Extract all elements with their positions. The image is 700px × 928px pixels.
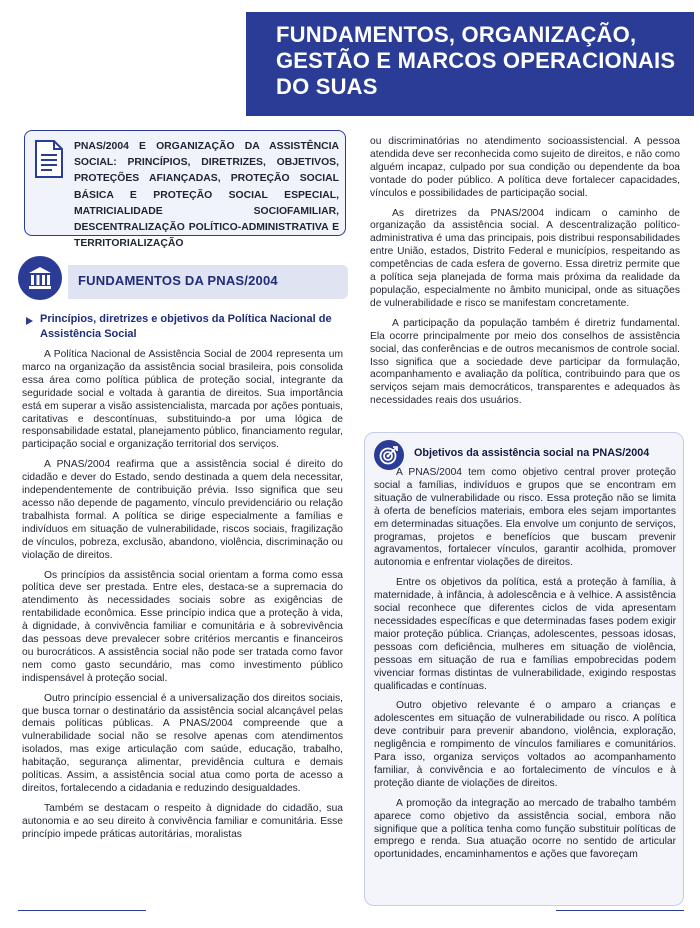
footer-rule-right [556, 910, 684, 911]
paragraph: Outro princípio essencial é a universalização dos direitos sociais, que busca tornar o destinatário da assistência social alcançável pelas demais políticas públicas. A PNAS/2004 compreende que a vulnerabilidade social não se resolve apenas com atendimentos isolados, mas exige articulação com saúde, educação, trabalho, habitação, segurança alimentar, previdência cultura e demais políticas. Assim, a assistência social atua como porta de acesso a direitos, fortalecendo a cidadania e reduzindo desigualdades. [22, 692, 343, 794]
section-title: FUNDAMENTOS DA PNAS/2004 [78, 273, 278, 288]
footer-rule-left [18, 910, 146, 911]
right-column [370, 136, 680, 415]
page-title: FUNDAMENTOS, ORGANIZAÇÃO, GESTÃO E MARCOS OPERACIONAIS DO SUAS [276, 22, 676, 99]
paragraph: Outro objetivo relevante é o amparo a crianças e adolescentes em situação de vulnerabilidade ou risco. A política deve contribuir para prevenir abandono, violência, exploração, negligência e rompimento de vínculos familiares e comunitários. Para isso, organiza serviços voltados ao acompanhamento familiar, à convivência e ao fortalecimento de vínculos e à proteção diante de violações de direitos. [374, 700, 676, 789]
left-column [22, 349, 343, 849]
subsection-title: Princípios, diretrizes e objetivos da Política Nacional de Assistência Social [40, 313, 332, 340]
paragraph: Entre os objetivos da política, está a proteção à família, à maternidade, à infância, à adolescência e à velhice. A assistência social reconhece que diferentes ciclos de vida apresentam necessidades específicas e que determinadas fases podem exigir maior proteção pública. Crianças, adolescentes, pessoas idosas, pessoas com deficiência, mulheres em situação de violência, pessoas em situação de rua e famílias empobrecidas podem vivenciar formas distintas de vulnerabilidade, exigindo respostas qualificadas e contínuas. [374, 577, 676, 692]
paragraph: Também se destacam o respeito à dignidade do cidadão, sua autonomia e ao seu direito à convivência familiar e comunitária. Esse princípio impede práticas autoritárias, moralistas [22, 802, 343, 840]
paragraph: A Política Nacional de Assistência Social de 2004 representa um marco na organização da assistência social brasileira, pois consolida essa área como política pública de proteção social, integrante da seguridade social e voltada à garantia de direitos. Sua importância está em superar a visão assistencialista, marcada por ações pontuais, caritativas e descontínuas, substituindo-a por uma lógica de responsabilidade estatal, planejamento público, financiamento regular, participação social e organização territorial dos serviços. [22, 349, 343, 451]
paragraph: A PNAS/2004 reafirma que a assistência social é direito do cidadão e dever do Estado, sendo destinada a quem dela necessitar, independentemente de contribuição prévia. Isso significa que seu acesso não depende de pagamento, vínculo previdenciário ou relação trabalhista formal. A política se dirige especialmente a famílias e indivíduos em situação de vulnerabilidade, riscos sociais, fragilização de vínculos, pobreza, exclusão, abandono, violência, discriminação ou violação de direitos. [22, 459, 343, 561]
topic-text: PNAS/2004 E ORGANIZAÇÃO DA ASSISTÊNCIA SOCIAL: PRINCÍPIOS, DIRETRIZES, OBJETIVOS, PROTEÇÕES AFIANÇADAS, PROTEÇÃO SOCIAL BÁSICA E PROTEÇÃO SOCIAL ESPECIAL, MATRICIALIDADE SOCIOFAMILIAR, DESCENTRALIZAÇÃO POLÍTICO-ADMINISTRATIVA E TERRITORIALIZAÇÃO [74, 141, 339, 250]
paragraph: Os princípios da assistência social orientam a forma como essa política deve ser prestada. Entre eles, destaca-se a supremacia do atendimento às necessidades sociais sobre as exigências de rentabilidade econômica. Esse princípio indica que a proteção à vida, à dignidade, à convivência familiar e comunitária e à sobrevivência das pessoas deve prevalecer sobre critérios mercantis e financeiros ou burocráticos. A assistência social não pode ser tratada como favor nem como gasto secundário, mas como investimento público indispensável à proteção social. [22, 569, 343, 684]
paragraph: ou discriminatórias no atendimento socioassistencial. A pessoa atendida deve ser reconhecida como sujeito de direitos, e não como alguém incapaz, culpado por sua condição ou dependente da boa vontade do poder público. A política deve fortalecer capacidades, vínculos e possibilidades de participação social. [370, 136, 680, 199]
paragraph: A PNAS/2004 tem como objetivo central prover proteção social a famílias, indivíduos e grupos que se encontram em situação de vulnerabilidade ou risco. Essa proteção não se limita à oferta de benefícios materiais, embora eles sejam importantes em determinadas situações. Ela envolve um conjunto de serviços, programas, projetos e benefícios que buscam prevenir agravamentos, fortalecer vínculos, garantir acolhida, promover autonomia e enfrentar violações de direitos. [374, 467, 676, 569]
objectives-title: Objetivos da assistência social na PNAS/2004 [414, 447, 650, 459]
objectives-text [374, 467, 676, 869]
subhead-bullet [26, 317, 33, 325]
paragraph: A promoção da integração ao mercado de trabalho também aparece como objetivo da assistência social, embora não signifique que a política tenha como função substituir políticas de emprego e renda. Sua atuação ocorre no sentido de articular oportunidades, encaminhamentos e ações que favoreçam [374, 797, 676, 861]
document-icon [34, 140, 64, 178]
paragraph: A participação da população também é diretriz fundamental. Ela ocorre principalmente por meio dos conselhos de assistência social, das conferências e de outros mecanismos de controle social. Isso significa que a sociedade deve participar da formulação, acompanhamento e avaliação da política, contribuindo para que os serviços sejam mais democráticos, transparentes e adequados às necessidades reais dos usuários. [370, 317, 680, 407]
institution-icon [27, 265, 53, 291]
target-icon [379, 445, 399, 465]
paragraph: As diretrizes da PNAS/2004 indicam o caminho de organização da assistência social. A descentralização político-administrativa é uma das principais, pois distribui responsabilidades entre União, estados, Distrito Federal e municípios, respeitando as competências de cada esfera de governo. Essa diretriz permite que a política seja planejada de forma mais próxima da realidade da população, especialmente no âmbito municipal, onde as situações de vulnerabilidade e risco se manifestam concretamente. [370, 207, 680, 309]
